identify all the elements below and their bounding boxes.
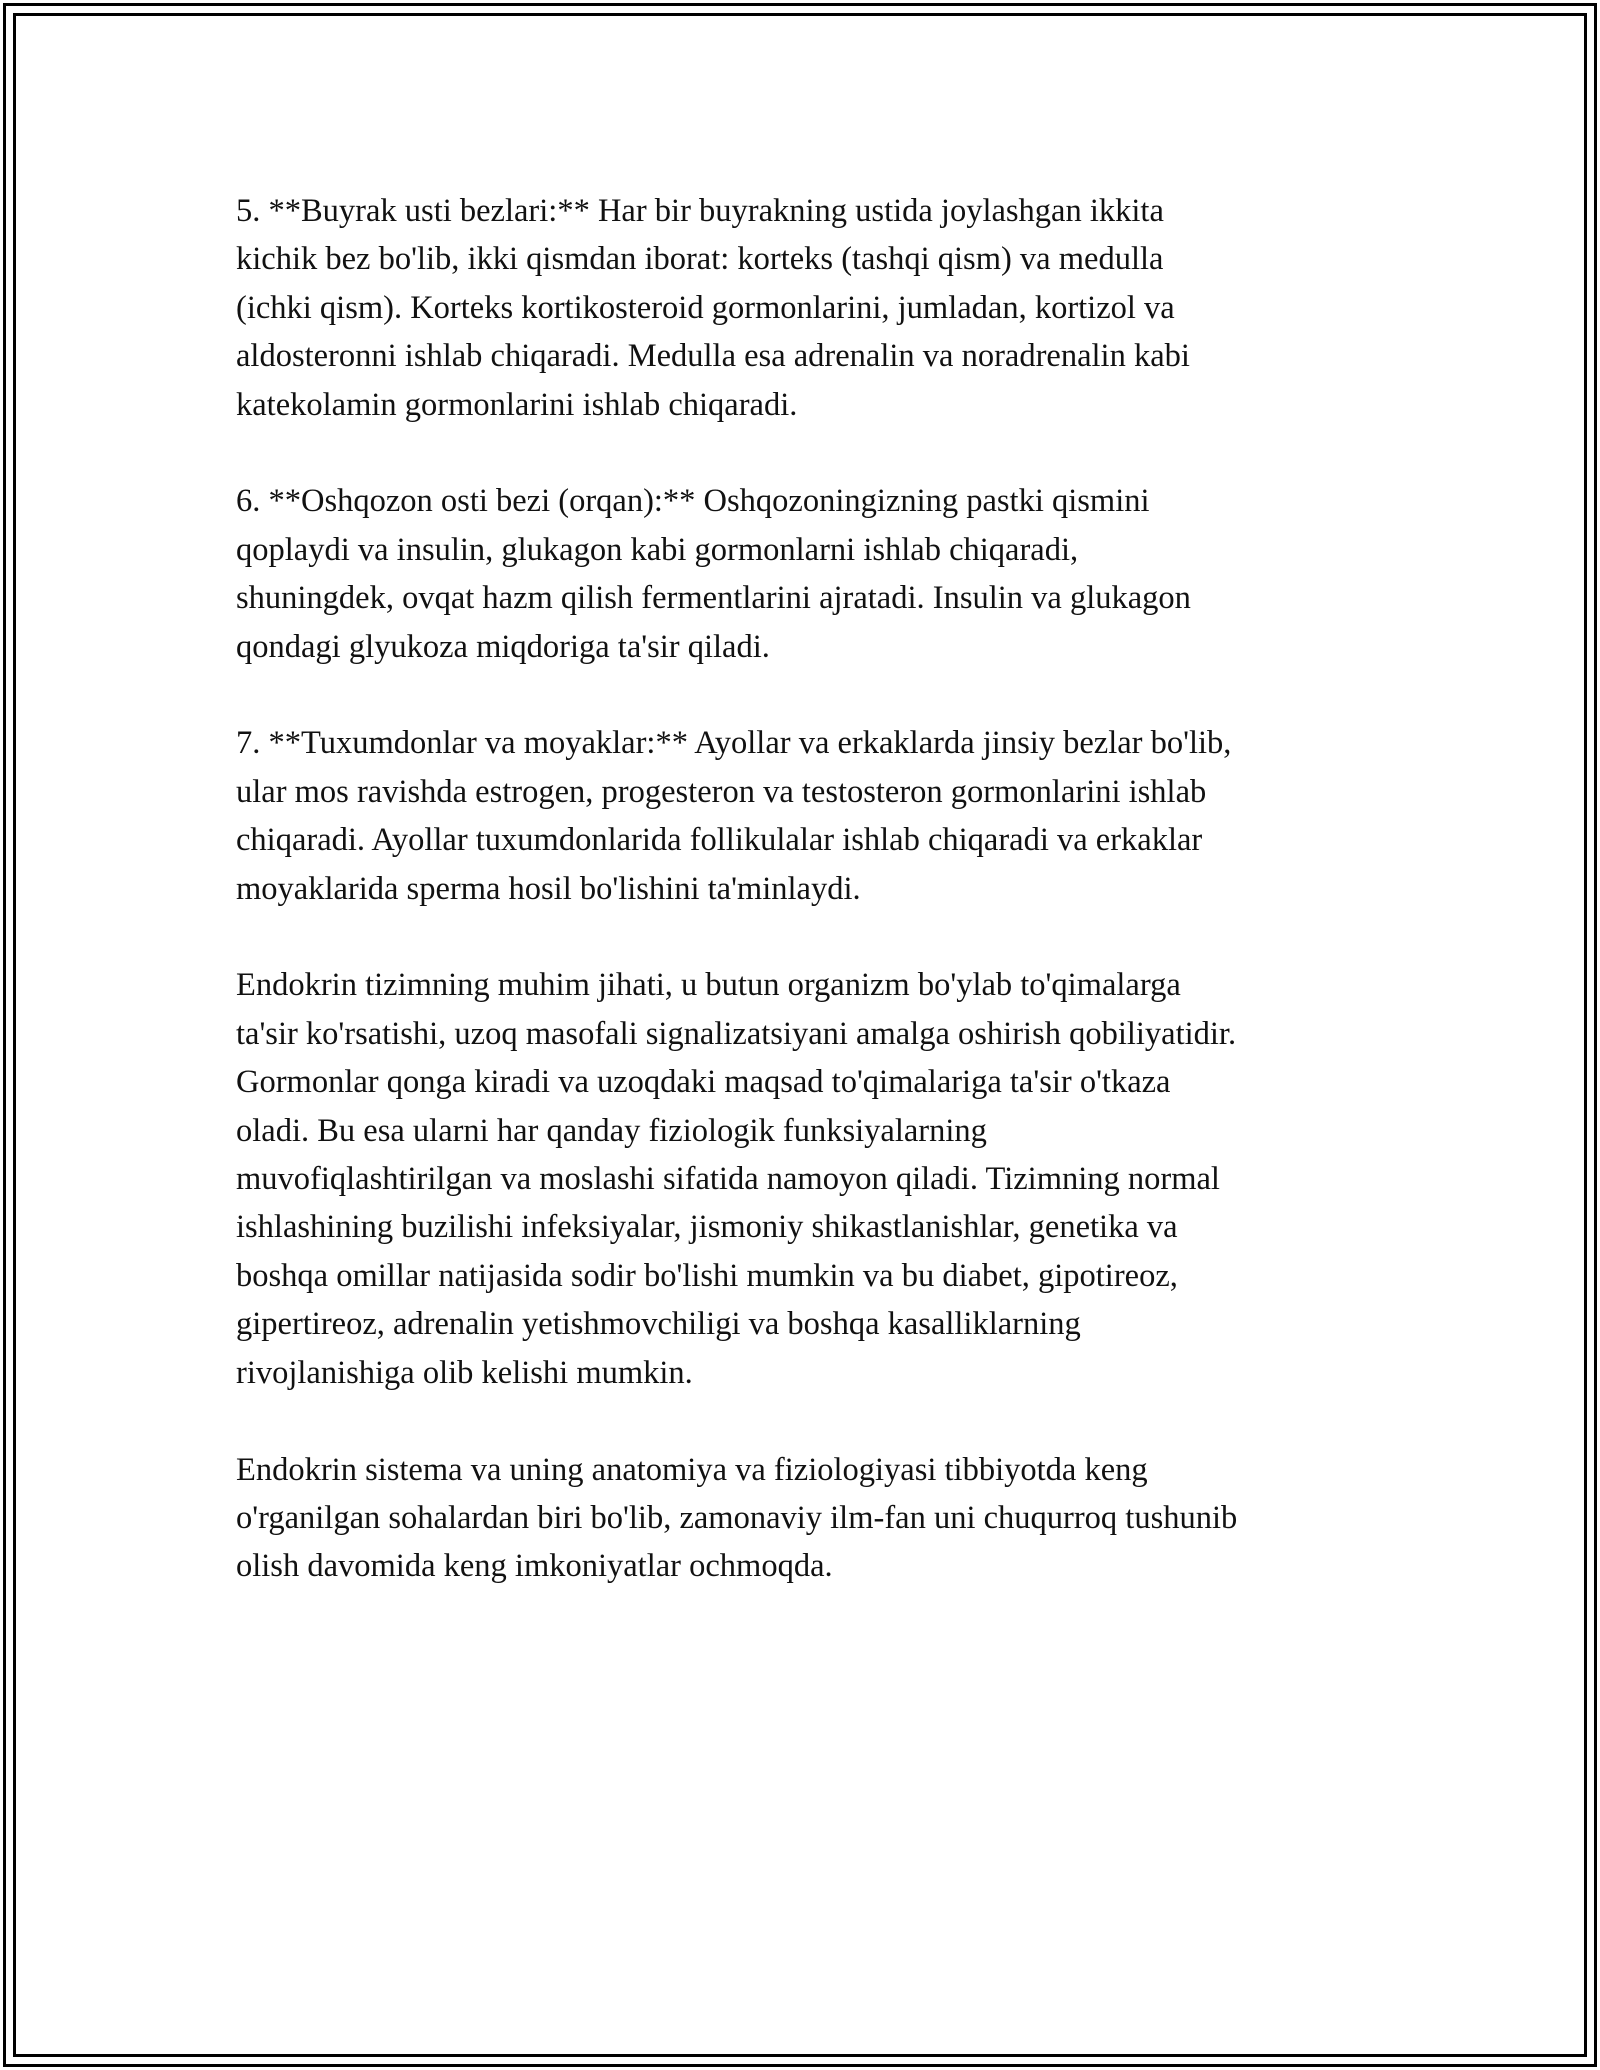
text-line: aldosteronni ishlab chiqaradi. Medulla esa adrenalin va noradrenalin kabi [236, 338, 1190, 375]
text-line: 6. **Oshqozon osti bezi (orqan):** Oshqozoningizning pastki qismini [236, 483, 1150, 520]
text-line: oladi. Bu esa ularni har qanday fiziologik funksiyalarning [236, 1112, 987, 1149]
text-line: katekolamin gormonlarini ishlab chiqaradi. [236, 386, 798, 423]
text-line: ular mos ravishda estrogen, progesteron va testosteron gormonlarini ishlab [236, 773, 1207, 810]
paragraph-endocrine-signaling [236, 961, 1376, 1397]
text-line: ta'sir ko'rsatishi, uzoq masofali signalizatsiyani amalga oshirish qobiliyatidir. [236, 1015, 1237, 1052]
text-line: 5. **Buyrak usti bezlari:** Har bir buyrakning ustida joylashgan ikkita [236, 193, 1164, 229]
text-line: Endokrin tizimning muhim jihati, u butun organizm bo'ylab to'qimalarga [236, 967, 1181, 1004]
text-line: shuningdek, ovqat hazm qilish fermentlarini ajratadi. Insulin va glukagon [236, 580, 1191, 617]
text-line: boshqa omillar natijasida sodir bo'lishi mumkin va bu diabet, gipotireoz, [236, 1257, 1178, 1294]
text-line: ishlashining buzilishi infeksiyalar, jismoniy shikastlanishlar, genetika va [236, 1209, 1178, 1246]
text-line: qoplaydi va insulin, glukagon kabi gormonlarni ishlab chiqaradi, [236, 531, 1079, 568]
paragraph-adrenal-glands [236, 187, 1376, 429]
text-line: o'rganilgan sohalardan biri bo'lib, zamonaviy ilm-fan uni chuqurroq tushunib [236, 1499, 1238, 1536]
text-line: (ichki qism). Korteks kortikosteroid gormonlarini, jumladan, kortizol va [236, 289, 1175, 326]
text-line: olish davomida keng imkoniyatlar ochmoqda. [236, 1548, 833, 1585]
paragraph-pancreas [236, 477, 1376, 671]
document-body [236, 187, 1376, 1639]
text-line: qondagi glyukoza miqdoriga ta'sir qiladi. [236, 628, 770, 665]
text-line: rivojlanishiga olib kelishi mumkin. [236, 1354, 693, 1391]
text-line: chiqaradi. Ayollar tuxumdonlarida follikulalar ishlab chiqaradi va erkaklar [236, 822, 1203, 859]
paragraph-gonads [236, 719, 1376, 913]
text-line: muvofiqlashtirilgan va moslashi sifatida namoyon qiladi. Tizimning normal [236, 1161, 1220, 1198]
text-line: moyaklarida sperma hosil bo'lishini ta'minlaydi. [236, 870, 861, 907]
text-line: kichik bez bo'lib, ikki qismdan iborat: korteks (tashqi qism) va medulla [236, 241, 1164, 278]
text-line: Gormonlar qonga kiradi va uzoqdaki maqsad to'qimalariga ta'sir o'tkaza [236, 1064, 1171, 1101]
text-line: Endokrin sistema va uning anatomiya va fiziologiyasi tibbiyotda keng [236, 1451, 1148, 1488]
paragraph-conclusion [236, 1446, 1376, 1591]
text-line: gipertireoz, adrenalin yetishmovchiligi va boshqa kasalliklarning [236, 1306, 1081, 1343]
text-line: 7. **Tuxumdonlar va moyaklar:** Ayollar va erkaklarda jinsiy bezlar bo'lib, [236, 725, 1232, 762]
